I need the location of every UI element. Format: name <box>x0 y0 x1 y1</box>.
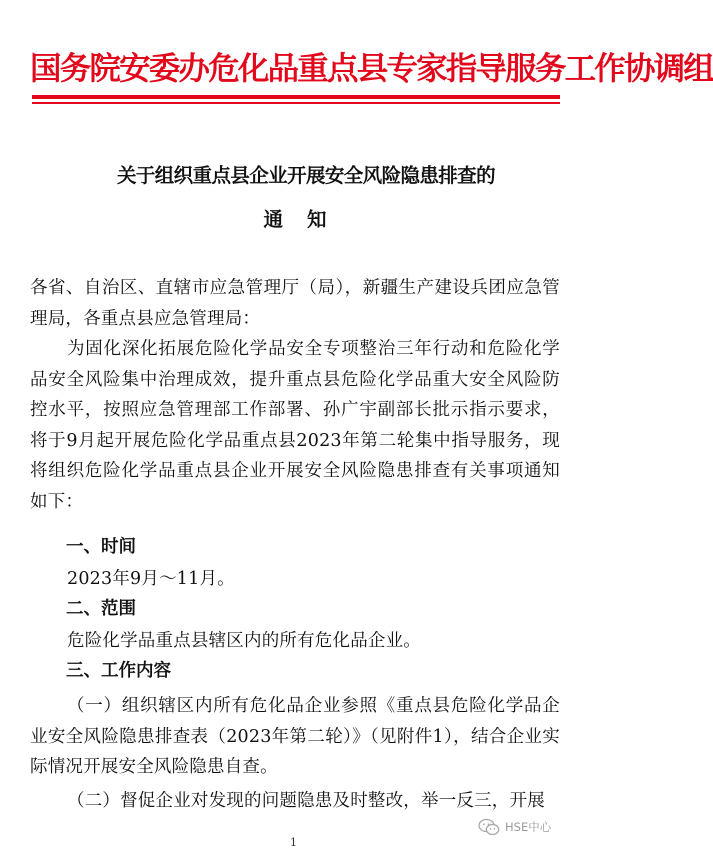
intro-paragraph: 为固化深化拓展危险化学品安全专项整治三年行动和危险化学品安全风险集中治理成效，提升重点县危险化学品重大安全风险防控水平，按照应急管理部工作部署、孙广宇副部长批示指示要求，将于9月起开展危险化学品重点县2023年第二轮集中指导服务，现将组织危险化学品重点县企业开展安全风险隐患排查有关事项通知如下： <box>30 339 560 512</box>
wechat-icon <box>478 818 500 836</box>
issuing-organization: 国务院安委办危化品重点县专家指导服务工作协调组 <box>30 51 713 87</box>
section-heading-time: 一、时间 <box>66 537 136 557</box>
document-title-line-2: 通知 <box>263 208 351 231</box>
page-number: 1 <box>290 836 297 849</box>
watermark <box>478 816 551 838</box>
section-heading-work-content: 三、工作内容 <box>66 661 171 681</box>
header-divider-thin <box>32 102 560 104</box>
section-text-scope: 危险化学品重点县辖区内的所有危化品企业。 <box>67 631 421 651</box>
section-heading-scope: 二、范围 <box>66 599 136 619</box>
recipients-paragraph: 各省、自治区、直辖市应急管理厅（局），新疆生产建设兵团应急管理局，各重点县应急管理局： <box>30 278 560 329</box>
watermark-text: HSE中心 <box>505 820 552 834</box>
work-item-2: （二）督促企业对发现的问题隐患及时整改，举一反三，开展 <box>67 791 545 811</box>
header-divider-thick <box>32 95 560 99</box>
section-text-time: 2023年9月～11月。 <box>67 569 235 589</box>
document-title-line-1: 关于组织重点县企业开展安全风险隐患排查的 <box>116 164 495 187</box>
work-item-1: （一）组织辖区内所有危化品企业参照《重点县危险化学品企业安全风险隐患排查表（2023年第二轮）》（见附件1），结合企业实际情况开展安全风险隐患自查。 <box>30 696 560 777</box>
